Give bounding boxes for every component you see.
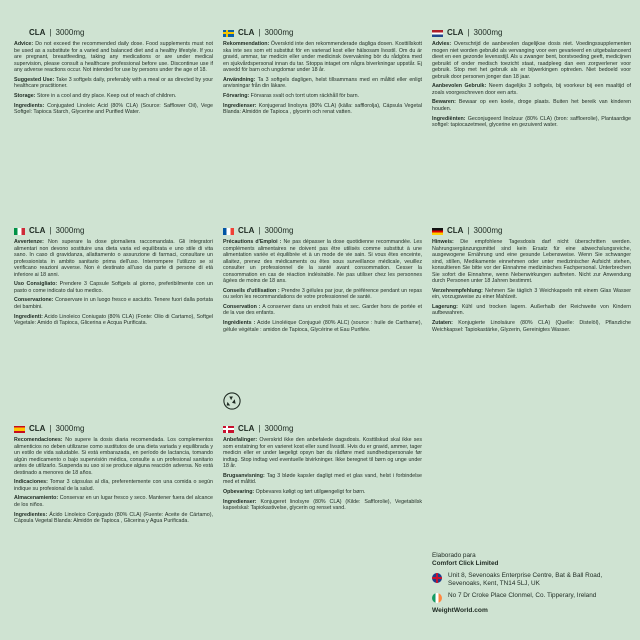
section-label: Verzehrempfehlung: <box>432 287 483 294</box>
section-text: Acido Linoleico Coniugato (80% CLA) (Fonte: Olio di Cartamo), Softgel Vegetale: Amido di Tapioca, Glicerina e Acqua Purificata. <box>14 313 213 327</box>
language-panel-es <box>14 424 213 624</box>
address-text: No 7 Dr Croke Place Clonmel, Co. Tipperary, Ireland <box>448 592 597 599</box>
section-paragraph <box>14 495 213 508</box>
section-label: Storage: <box>14 92 36 99</box>
section-paragraph <box>223 320 422 333</box>
language-panel-en <box>14 28 213 218</box>
section-text: Tag 3 bløde kapsler dagligt med et glas vand, helst i forbindelse med et måltid. <box>223 472 422 486</box>
section-text: Acide Linoléique Conjugué (80% ALC) (source : huile de Carthame), gélule végétale : amidon de Tapioca, Glycérine et Eau Purifiée. <box>223 320 422 333</box>
section-label: Almacenamiento: <box>14 495 59 502</box>
section-paragraph <box>432 288 631 301</box>
section-text: Overskrid ikke den anbefalede dagsdosis. Kosttilskud skal ikke ses som erstatning for en varieret kost eller sund livsstil. Hvis du er gravid, ammer, tager medicin eller er under lægeligt opsyn bør du rådføre med sundhedspersonale før indtag. Stop indtag ved eventuelle bivirkninger. Ikke beregnet til børn og unge under 18 år. <box>223 437 422 469</box>
section-label: Conseils d'utilisation : <box>223 287 280 294</box>
section-text: Ne pas dépasser la dose quotidienne recommandée. Les compléments alimentaires ne doivent pas être utilisés comme substitut à une alimentation variée et équilibrée et à un mode de vie sain. Si vous êtes enceinte, allaitez, prenez des médicaments ou êtes sous surveillance médicale, veuillez consulter un professionnel de la santé avant consommation. Cesser la consommation en cas de réaction indésirable. Ne pas utiliser chez les personnes âgées de moins de 18 ans. <box>223 239 422 284</box>
section-paragraph <box>14 297 213 310</box>
section-label: Brugsanvisning: <box>223 472 265 479</box>
panel-text <box>14 437 213 525</box>
product-name: CLA <box>447 28 464 37</box>
product-strength: 3000mg <box>473 28 503 37</box>
section-text: Prendere 3 Capsule Softgels al giorno, preferibilmente con un pasto o come indicato dal tuo medico. <box>14 281 213 294</box>
product-strength: 3000mg <box>55 28 85 37</box>
section-label: Opbevaring: <box>223 488 255 495</box>
panel-text <box>432 41 631 129</box>
section-text: Non superare la dose giornaliera raccomandata. Gli integratori alimentari non devono sostituire una dieta varia ed equilibrata e uno stile di vita sano. In caso di gravidanza, allattamento o assunzione di farmaci, consultare un professionista in ambito sanitario prima dell'uso. Interrompere l'utilizzo se si verificano reazioni avverse. Non è destinato all'uso da parte di persone di età inferiore ai 18 anni. <box>14 239 213 278</box>
panel-text <box>14 239 213 327</box>
section-paragraph <box>14 93 213 100</box>
section-text: Do not exceed the recommended daily dose. Food supplements must not be used as a substitute for a varied and balanced diet and a healthy lifestyle. If you are pregnant, breastfeeding, taking any medications or are under medical supervision, please consult a healthcare professional before use. Discontinue use if any adverse reactions occur. Not intended for use by persons under the age of 18. <box>14 41 213 73</box>
section-text: Opbevares køligt og tørt utilgængeligt for børn. <box>254 488 366 495</box>
product-name: CLA <box>29 28 46 37</box>
section-label: Ingredienti: <box>14 313 43 320</box>
section-paragraph <box>14 103 213 116</box>
section-paragraph <box>432 239 631 285</box>
product-name: CLA <box>447 226 464 235</box>
section-paragraph <box>14 479 213 492</box>
separator: | <box>49 226 52 235</box>
section-paragraph <box>14 77 213 90</box>
product-strength: 3000mg <box>264 226 294 235</box>
section-label: Bewaren: <box>432 99 456 106</box>
separator: | <box>467 28 470 37</box>
section-paragraph <box>223 103 422 116</box>
section-text: Kühl und trocken lagern. Außerhalb der Reichweite von Kindern aufbewahren. <box>432 303 631 317</box>
separator: | <box>258 28 261 37</box>
section-text: Die empfohlene Tagesdosis darf nicht überschritten werden. Nahrungsergänzungsmittel sind kein Ersatz für eine abwechslungsreiche, ausgewogene Ernährung und eine gesunde Lebensweise. Wenn Sie schwanger sind, stillen, Medikamente einnehmen oder unter medizinischer Aufsicht stehen, konsultieren Sie bitte vor der Einnahme medizinisches Fachpersonal. Unterbrechen Sie sofort die Einnahme, wenn Nebenwirkungen auftreten. Nicht zur Anwendung durch Personen unter 18 Jahren bestimmt. <box>432 239 631 284</box>
section-paragraph <box>223 41 422 74</box>
language-panel-se <box>223 28 422 218</box>
section-label: Conservazione: <box>14 297 54 304</box>
separator: | <box>258 424 261 433</box>
section-paragraph <box>432 320 631 333</box>
section-label: Hinweis: <box>432 239 454 245</box>
language-panel-it <box>14 226 213 416</box>
product-name: CLA <box>238 28 255 37</box>
panel-text <box>432 239 631 333</box>
section-paragraph <box>223 77 422 90</box>
separator: | <box>258 226 261 235</box>
flag-ie-icon <box>432 593 442 603</box>
section-label: Ingredienser: <box>223 102 257 109</box>
section-label: Conservation : <box>223 303 261 310</box>
section-paragraph <box>432 41 631 80</box>
section-label: Zutaten: <box>432 320 453 327</box>
section-paragraph <box>223 473 422 486</box>
section-text: Conservare in un luogo fresco e asciutto. Tenere fuori dalla portata dei bambini. <box>14 297 213 310</box>
section-label: Suggested Use: <box>14 76 55 83</box>
flag-dk-icon <box>223 426 234 433</box>
section-text: Prendre 3 gélules par jour, de préférence pendant un repas ou selon les recommandations de votre professionnel de santé. <box>223 287 422 301</box>
panel-text <box>223 239 422 333</box>
section-paragraph <box>432 83 631 96</box>
panel-header <box>14 424 213 434</box>
section-paragraph <box>14 512 213 525</box>
panel-header <box>223 28 422 38</box>
section-paragraph <box>223 288 422 301</box>
section-text: Ta 3 softgels dagligen, helst tillsammans med en måltid eller enligt anvisningar från din läkare. <box>223 76 422 90</box>
product-strength: 3000mg <box>264 424 294 433</box>
section-text: Tomar 3 cápsulas al día, preferentemente con una comida o según indique su profesional de la salud. <box>14 479 213 492</box>
language-panel-dk <box>223 424 422 624</box>
company-name: Comfort Click Limited <box>432 560 499 567</box>
separator: | <box>49 424 52 433</box>
section-text: Conjugated Linoleic Acid (80% CLA) (Source: Safflower Oil), Vege Softgel: Tapioca Starch, Glycerine and Purified Water. <box>14 102 213 116</box>
address-text: Unit 8, Sevenoaks Enterprise Centre, Bat & Ball Road, Sevenoaks, Kent, TN14 5LJ, UK <box>448 572 603 587</box>
section-label: Rekommendation: <box>223 41 270 47</box>
section-label: Anbefalinger: <box>223 437 258 443</box>
section-paragraph <box>432 116 631 129</box>
section-label: Aanbevolen Gebruik: <box>432 83 487 90</box>
section-paragraph <box>14 239 213 278</box>
section-label: Recomendaciones: <box>14 437 63 443</box>
section-paragraph <box>223 93 422 100</box>
section-label: Advice: <box>14 41 34 47</box>
product-strength: 3000mg <box>473 226 503 235</box>
website-link[interactable]: WeightWorld.com <box>432 607 488 614</box>
language-panel-nl <box>432 28 631 218</box>
flag-uk-icon <box>432 573 442 583</box>
section-label: Indicaciones: <box>14 479 48 486</box>
section-text: A conserver dans un endroit frais et sec. Garder hors de portée et de la vue des enfants. <box>223 303 422 317</box>
section-paragraph <box>223 437 422 470</box>
section-paragraph <box>432 99 631 112</box>
separator: | <box>49 28 52 37</box>
section-label: Förvaring: <box>223 92 250 99</box>
flag-fr-icon <box>223 228 234 235</box>
product-strength: 3000mg <box>55 226 85 235</box>
section-label: Précautions d'Emploi : <box>223 239 282 245</box>
product-strength: 3000mg <box>264 28 294 37</box>
panel-text <box>223 41 422 116</box>
section-paragraph <box>223 304 422 317</box>
product-name: CLA <box>238 226 255 235</box>
language-panel-de <box>432 226 631 416</box>
recycling-triman-icon <box>223 392 241 410</box>
panel-text <box>14 41 213 116</box>
section-label: Ingrédients : <box>223 320 256 327</box>
section-paragraph <box>14 281 213 294</box>
address-ie <box>432 592 631 603</box>
section-label: Ingredients: <box>14 102 45 109</box>
section-text: Konjugeret linolsyre (80% CLA) (Kilde: Safflorolie), Vegetabilsk kapselskal: Tapiokastivelse, glycerin og renset vand. <box>223 498 422 512</box>
product-name: CLA <box>29 226 46 235</box>
section-label: Ingrediënten: <box>432 115 466 122</box>
section-label: Advies: <box>432 41 452 47</box>
section-text: Neem dagelijks 3 softgels, bij voorkeur bij een maaltijd of zoals voorgeschreven door een arts. <box>432 83 631 96</box>
product-strength: 3000mg <box>55 424 85 433</box>
flag-se-icon <box>223 30 234 37</box>
section-paragraph <box>432 304 631 317</box>
panel-text <box>223 437 422 512</box>
section-label: Avvertenze: <box>14 239 44 245</box>
flag-it-icon <box>14 228 25 235</box>
made-for-label: Elaborado para <box>432 552 476 559</box>
section-label: Lagerung: <box>432 303 458 310</box>
company-info-panel <box>432 428 631 624</box>
panel-header <box>223 424 422 434</box>
section-text: Överskrid inte den rekommenderade dagliga dosen. Kosttillskott ska inte ses som ett substitut för en varierad kost eller hälsosam livsstil. Om du är gravid, ammar, tar medicin eller under medicinsk övervakning bör du rådgöra med en sjukvårdspersonal innan du tar. Stoppa intaget om några biverkningar uppstår. Ej avsedd för barn och ungdomar under 18 år. <box>223 41 422 73</box>
section-paragraph <box>223 239 422 285</box>
panel-header <box>432 28 631 38</box>
section-text: Konjugerad linolsyra (80% CLA) (källa: safflorolja), Cápsula Vegetal Blanda: Almidón de Tapioca , glycerin och renat vatten. <box>223 102 422 116</box>
section-text: No supere la dosis diaria recomendada. Los complementos alimenticios no deben utilizarse como sustitutos de una dieta variada y equilibrada y un estilo de vida saludable. Si está embarazada, en período de lactancia, tomando algún medicamento o bajo supervisión médica, consulte a un profesional sanitario antes de utilizarlo. Suspenda su uso si se produce alguna reacción adversa. No está destinado a menores de 18 años. <box>14 437 213 476</box>
section-paragraph <box>14 41 213 74</box>
panel-header <box>223 226 422 236</box>
section-paragraph <box>14 437 213 476</box>
panel-header <box>14 226 213 236</box>
product-name: CLA <box>29 424 46 433</box>
section-label: Uso Consigliato: <box>14 281 58 288</box>
section-text: Nehmen Sie täglich 3 Weichkapseln mit einem Glas Wasser ein, vorzugsweise zu einer Mahlzeit. <box>432 287 631 301</box>
panel-header <box>432 226 631 236</box>
flag-nl-icon <box>432 30 443 37</box>
section-text: Geconjugeerd linolzuur (80% CLA) (bron: saffloerolie), Plantaardige softgel: tapiocazetmeel, glycerine en gezuiverd water. <box>432 115 631 129</box>
separator: | <box>467 226 470 235</box>
product-name: CLA <box>238 424 255 433</box>
section-text: Ácido Linoleico Conjugado (80% CLA) (Fuente: Aceite de Cártamo), Cápsula Vegetal Blanda: Almidón de Tapioca , Glicerina y Agua Purificada. <box>14 511 213 525</box>
section-paragraph <box>223 489 422 496</box>
section-text: Conservar en un lugar fresco y seco. Mantener fuera del alcance de los niños. <box>14 495 213 508</box>
section-label: Ingredienser: <box>223 498 257 505</box>
section-label: Användning: <box>223 76 256 83</box>
section-paragraph <box>14 314 213 327</box>
section-text: Store in a cool and dry place. Keep out of reach of children. <box>35 92 177 99</box>
section-text: Konjugierte Linolsäure (80% CLA) (Quelle: Distelöl), Pflanzliche Weichkapsel: Tapiokastärke, Glyzerin, Gereinigtes Wasser. <box>432 320 631 333</box>
panel-header <box>14 28 213 38</box>
flag-de-icon <box>432 228 443 235</box>
section-label: Ingredientes: <box>14 511 48 518</box>
address-uk <box>432 572 631 588</box>
section-paragraph <box>223 499 422 512</box>
language-panel-fr <box>223 226 422 416</box>
section-text: Bewaar op een koele, droge plaats. Buiten het bereik van kinderen houden. <box>432 99 631 112</box>
section-text: Overschrijd de aanbevolen dagelijkse dosis niet. Voedingssupplementen mogen niet worden gebruikt als vervanging voor een gevarieerd en uitgebalanceerd dieet en een gezonde levensstijl. Als u zwanger bent, borstvoeding geeft, medicijnen gebruikt of onder medisch toezicht staat, raadpleeg dan een zorgverlener voor gebruik. Stop met het gebruik als er bijwerkingen optreden. Niet bedoeld voor gebruik door personen jonger dan 18 jaar. <box>432 41 631 80</box>
flag-es-icon <box>14 426 25 433</box>
section-text: Take 3 softgels daily, preferably with a meal or as directed by your healthcare practitioner. <box>14 76 213 90</box>
section-text: Förvaras svalt och torrt utom räckhåll för barn. <box>249 92 360 99</box>
flag-en-icon <box>14 30 25 37</box>
